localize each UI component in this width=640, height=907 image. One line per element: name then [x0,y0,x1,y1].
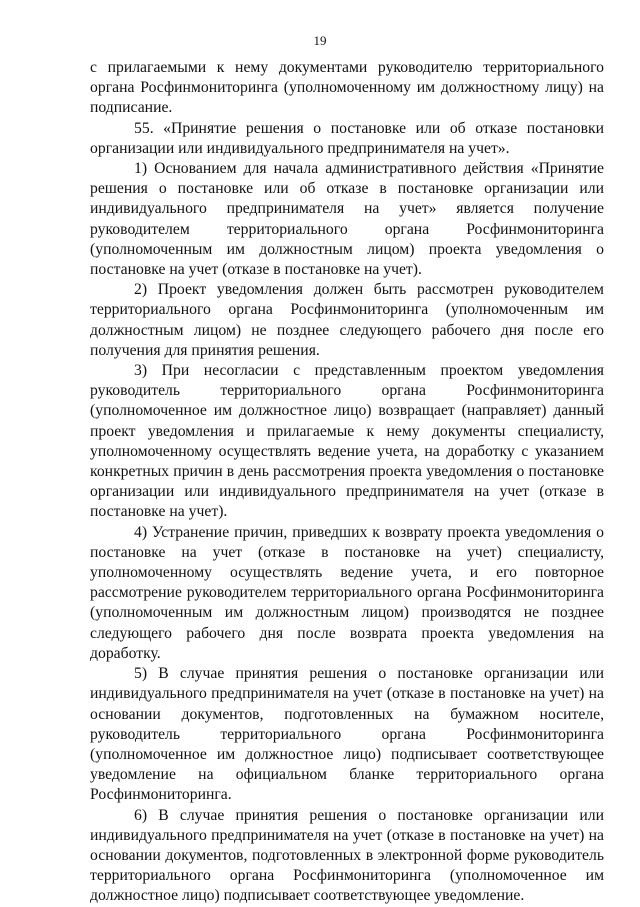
paragraph-section-55: 55. «Принятие решения о постановке или об отказе постановки организации или индивидуального предпринимателя на учет». [90,119,604,157]
paragraph-item-5: 5) В случае принятия решения о постановке организации или индивидуального предпринимателя на учет (отказе в постановке на учет) на основании документов, подготовленных на бумажном носителе, руководитель территориального органа Росфинмониторинга (уполномоченное им должностное лицо) подписывает соответствующее уведомление на официальном бланке территориального органа Росфинмониторинга. [90,665,604,804]
paragraph-item-1: 1) Основанием для начала административного действия «Принятие решения о постановке или об отказе в постановке организации или индивидуального предпринимателя на учет» является получение руководителем территориального органа Росфинмониторинга (уполномоченным им должностным лицом) проекта уведомления о постановке на учет (отказе в постановке на учет). [90,160,604,279]
paragraph-item-6: 6) В случае принятия решения о постановке организации или индивидуального предпринимателя на учет (отказе в постановке на учет) на основании документов, подготовленных в электронной форме руководитель территориального органа Росфинмониторинга (уполномоченное им должностное лицо) подписывает соответствующее уведомление. [90,806,604,905]
paragraph-continuation: с прилагаемыми к нему документами руководителю территориального органа Росфинмониторинга (уполномоченному им должностному лицу) на подписание. [90,59,604,117]
document-body [90,58,604,907]
paragraph-item-4: 4) Устранение причин, приведших к возврату проекта уведомления о постановке на учет (отказе в постановке на учет) специалисту, уполномоченному осуществлять ведение учета, и его повторное рассмотрение руководителем территориального органа Росфинмониторинга (уполномоченным им должностным лицом) производятся не позднее следующего рабочего дня после возврата проекта уведомления на доработку. [90,523,604,662]
paragraph-item-2: 2) Проект уведомления должен быть рассмотрен руководителем территориального органа Росфинмониторинга (уполномоченным им должностным лицом) не позднее следующего рабочего дня после его получения для принятия решения. [90,281,604,359]
paragraph-item-3: 3) При несогласии с представленным проектом уведомления руководитель территориального органа Росфинмониторинга (уполномоченное им должностное лицо) возвращает (направляет) данный проект уведомления и прилагаемые к нему документы специалисту, уполномоченному осуществлять ведение учета, на доработку с указанием конкретных причин в день рассмотрения проекта уведомления о постановке организации или индивидуального предпринимателя на учет (отказе в постановке на учет). [90,362,604,521]
page-number: 19 [313,33,327,48]
